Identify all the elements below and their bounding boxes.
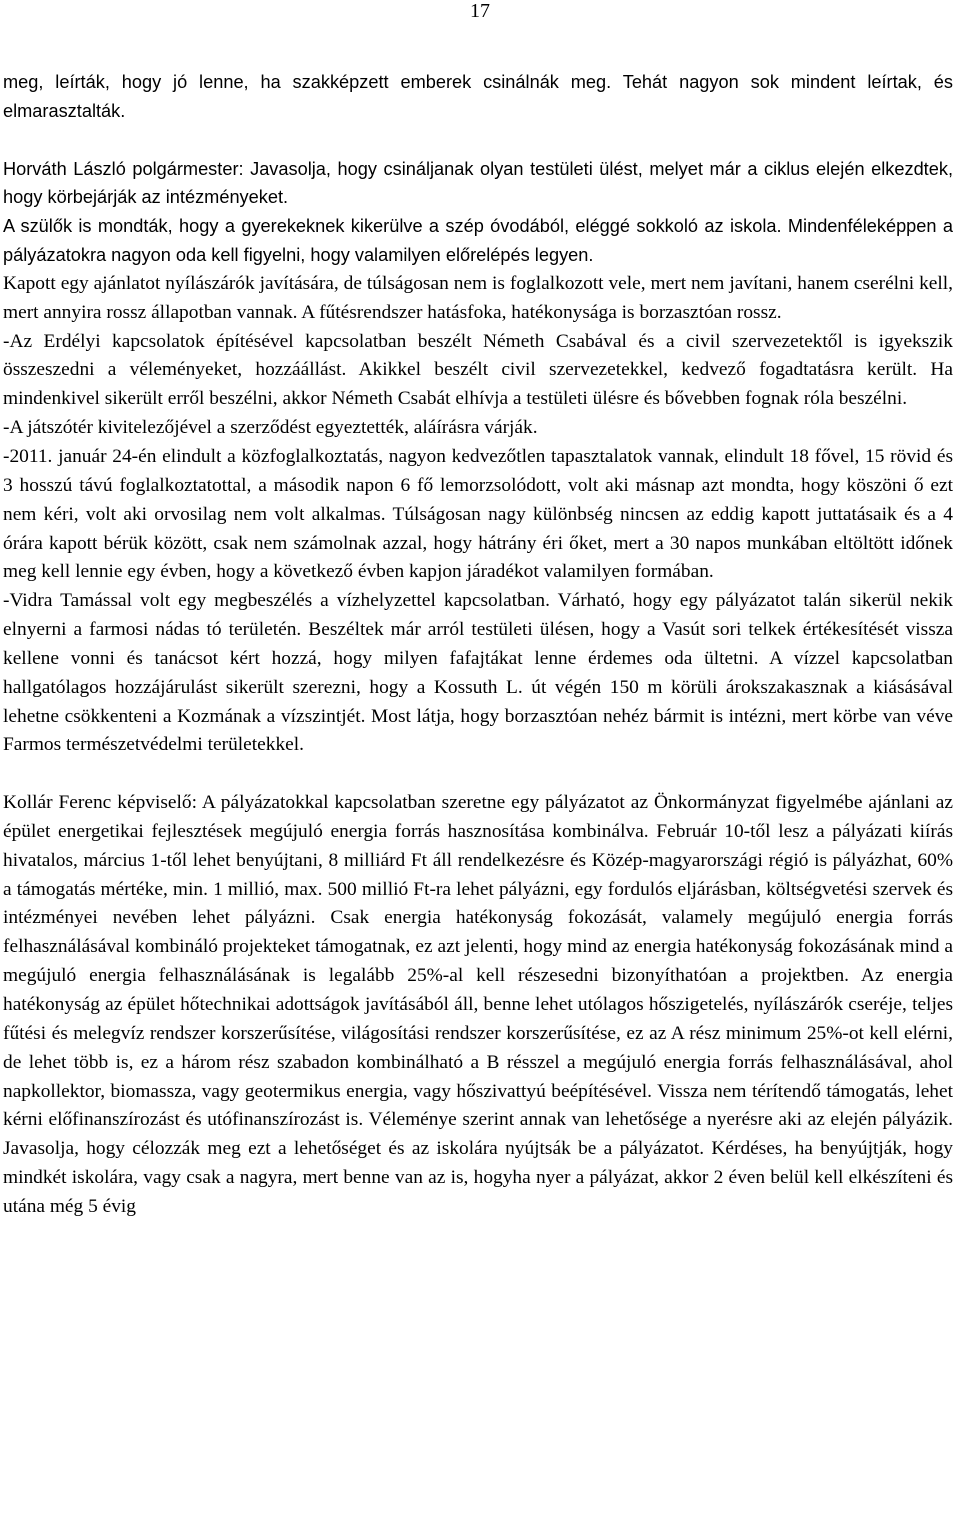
- page-number: 17: [470, 0, 490, 22]
- paragraph-windows-heating: Kapott egy ajánlatot nyílászárók javítására, de túlságosan nem is foglalkozott vele, mert nem javítani, hanem cserélni kell, mert annyira rossz állapotban vannak. A fűtésrendszer hatásfoka, hatékonysága is borzasztóan rossz.: [3, 272, 953, 323]
- paragraph-water-situation: -Vidra Tamással volt egy megbeszélés a vízhelyzettel kapcsolatban. Várható, hogy egy pályázatot talán sikerül nekik elnyerni a farmosi nádas tó területén. Beszéltek már arról testületi ülésen, hogy a Vasút sori telkek értékesítését vissza kellene vonni és tanácsot kért hozzá, hogy milyen fafajtákat lenne érdemes oda ültetni. A vízzel kapcsolatban hallgatólagos hozzájárulást sikerült szerezni, hogy a Kossuth L. út végén 150 m körüli árokszakasznak a kiásásával lehetne csökkenteni a Kozmának a vízszintjét. Most látja, hogy borzasztóan nehéz bármit is intézni, mert körbe van véve Farmos természetvédelmi területekkel.: [3, 590, 953, 756]
- paragraph-playground-contract: -A játszótér kivitelezőjével a szerződést egyeztették, aláírásra várják.: [3, 417, 538, 439]
- paragraph-public-employment: -2011. január 24-én elindult a közfoglalkoztatás, nagyon kedvezőtlen tapasztalatok vannak, elindult 18 fővel, 15 rövid és 3 hosszú távú foglalkoztatottal, a második napon 6 fő lemorzsolódott, volt aki másnap azt mondta, hogy köszöni ő ezt nem kéri, volt aki orvosilag nem volt alkalmas. Túlságosan nagy különbség nincsen az eddig kapott juttatásaik és a 4 órára kapott bérük között, csak nem számolnak azzal, hogy hátrány éri őket, mert a 30 napos munkában eltöltött időnek meg kell lennie egy évben, hogy a következő évben kapjon járadékot valamilyen formában.: [3, 445, 953, 583]
- paragraph-intro: meg, leírták, hogy jó lenne, ha szakképzett emberek csinálnák meg. Tehát nagyon sok mindent leírtak, és elmarasztalták.: [3, 72, 953, 121]
- document-body: [3, 68, 953, 1222]
- paragraph-mayor-proposal: Horváth László polgármester: Javasolja, hogy csináljanak olyan testületi ülést, melyet már a ciklus elején elkezdtek, hogy körbejárják az intézményeket.: [3, 158, 953, 208]
- paragraph-parents-school: A szülők is mondták, hogy a gyerekeknek kikerülve a szép óvodából, eléggé sokkoló az iskola. Mindenféleképpen a pályázatokra nagyon oda kell figyelni, hogy valamilyen előrelépés legyen.: [3, 216, 953, 266]
- paragraph-kollar-energy-tender: Kollár Ferenc képviselő: A pályázatokkal kapcsolatban szeretne egy pályázatot az Önkormányzat figyelmébe ajánlani az épület energetikai fejlesztések megújuló energia forrás hasznosítása kombinálva. Február 10-től lesz a pályázati kiírás hivatalos, március 1-től lehet benyújtani, 8 milliárd Ft áll rendelkezésre és Közép-magyarországi régió is pályázhat, 60% a támogatás mértéke, min. 1 millió, max. 500 millió Ft-ra lehet pályázni, egy fordulós eljárásban, költségvetési szervek és intézményei nevében lehet pályázni. Csak energia hatékonyság fokozását, valamely megújuló energia forrás felhasználásával kombináló projekteket támogatnak, ez azt jelenti, hogy mind az energia hatékonyság fokozásának mind a megújuló energia felhasználásának is legalább 25%-al kell részesedni bizonyíthatóan a projektben. Az energia hatékonyság az épület hőtechnikai adottságok javításából áll, benne lehet utólagos hőszigetelés, nyílászárók cseréje, teljes fűtési és melegvíz rendszer korszerűsítése, világosítási rendszer korszerűsítése, ez az A rész minimum 25%-ot kell elérni, de lehet több is, ez a három rész szabadon kombinálható a B résszel a megújuló energia forrás felhasználásával, ahol napkollektor, biomassza, vagy geotermikus energia, vagy hőszivattyú beépítésével. Vissza nem térítendő támogatás, lehet kérni előfinanszírozást és utófinanszírozást is. Véleménye szerint annak van lehetősége a nyerésre aki az elején pályázik. Javasolja, hogy célozzák meg ezt a lehetőséget és az iskolára nyújtsák be a pályázatot. Kérdéses, ha benyújtják, hogy mindkét iskolára, vagy csak a nagyra, mert benne van az is, hogyha nyer a pályázat, akkor 2 éven belül kell elkészíteni és utána még 5 évig: [3, 792, 953, 1217]
- paragraph-transylvania-relations: -Az Erdélyi kapcsolatok építésével kapcsolatban beszélt Németh Csabával és a civil szervezetektől is igyekszik összeszedni a véleményeket, hozzáállást. Akikkel beszélt civil szervezetekkel, kedvező fogadtatásra került. Ha mindenkivel sikerült erről beszélni, akkor Németh Csabát elhívja a testületi ülésre és bővebben fognak róla beszélni.: [3, 330, 953, 410]
- paragraph-gap: [3, 126, 953, 155]
- paragraph-gap: [3, 760, 953, 789]
